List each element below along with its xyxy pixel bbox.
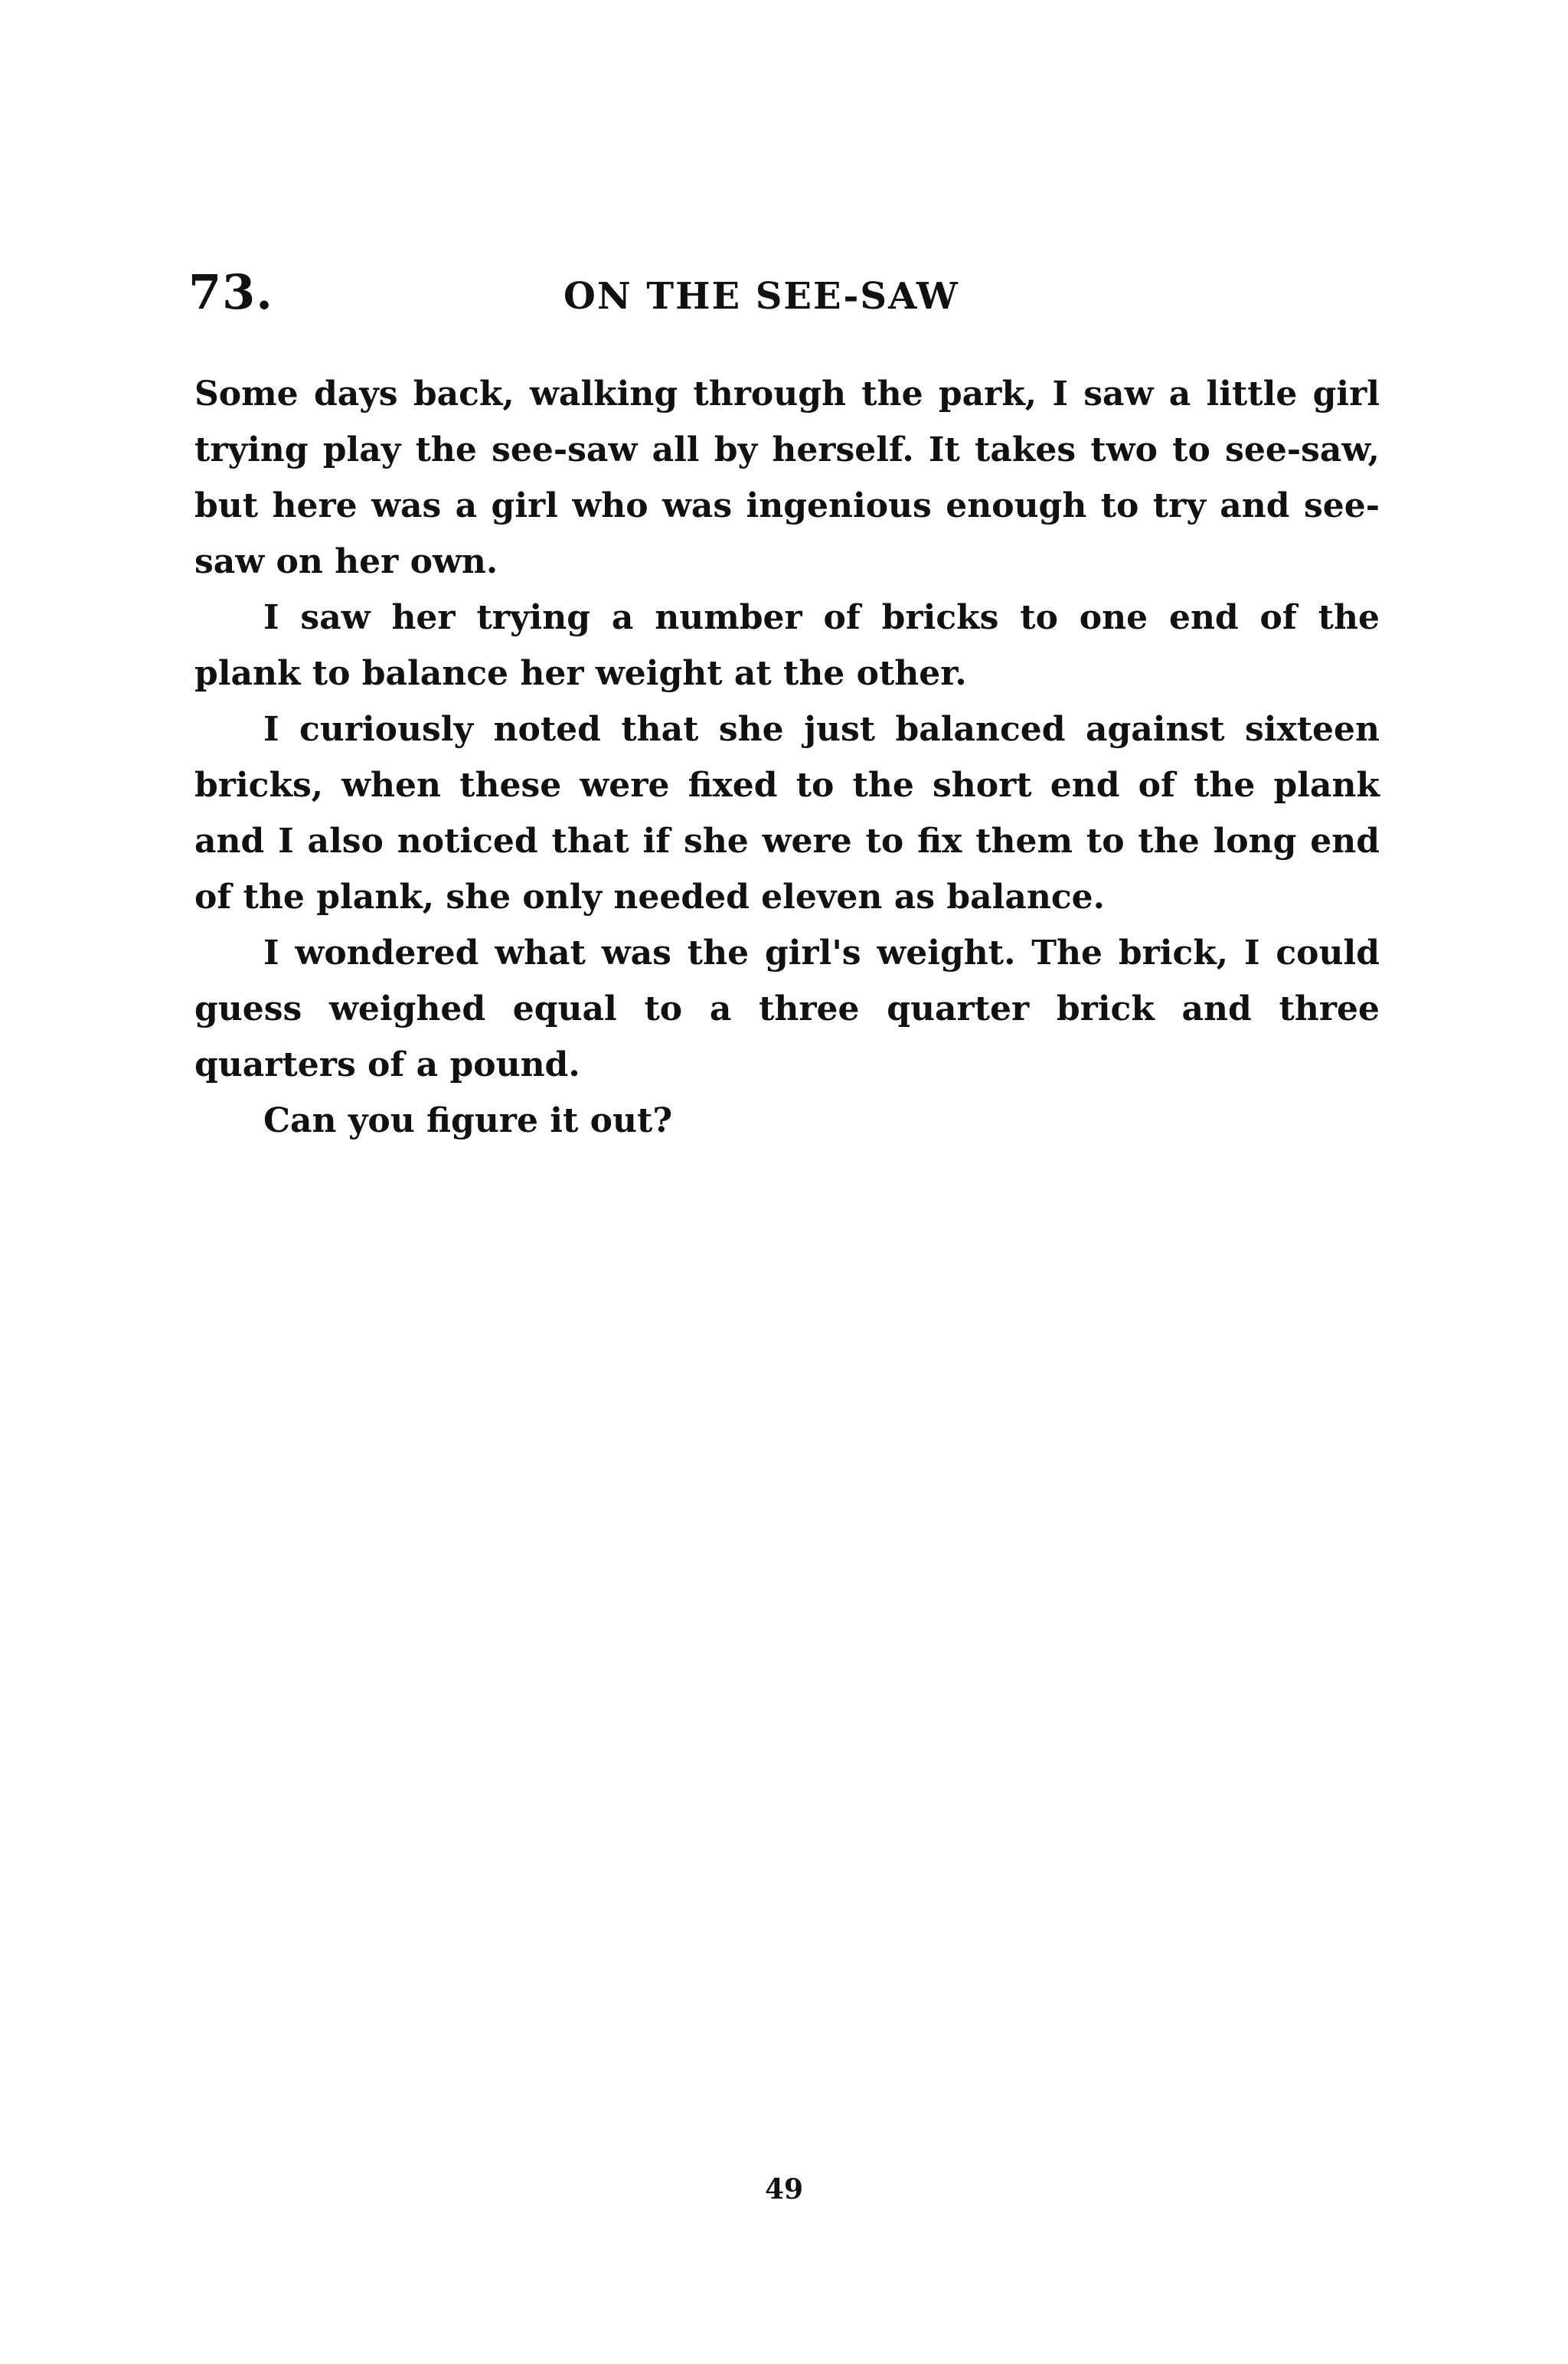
paragraph-3: I curiously noted that she just balanced against sixteen bricks, when these were fixed to the short end of the plank and I also noticed that if she were to fix them to the long end of the plank, she only needed eleven as balance. xyxy=(194,710,1380,917)
paragraph-4: I wondered what was the girl's weight. The brick, I could guess weighed equal to a three quarter brick and three quarters of a pound. xyxy=(194,934,1380,1084)
problem-text xyxy=(194,366,1380,1149)
paragraph-2: I saw her trying a number of bricks to one end of the plank to balance her weight at the other. xyxy=(194,598,1380,693)
problem-header xyxy=(188,264,1383,333)
problem-number: 73. xyxy=(188,264,273,320)
paragraph-5: Can you figure it out? xyxy=(263,1101,673,1140)
paragraph-1: Some days back, walking through the park, I saw a little girl trying play the see-saw all by herself. It takes two to see-saw, but here was a girl who was ingenious enough to try and see-saw on her own. xyxy=(194,374,1380,581)
page-number: 49 xyxy=(764,2173,804,2205)
problem-title: ON THE SEE-SAW xyxy=(564,275,959,318)
